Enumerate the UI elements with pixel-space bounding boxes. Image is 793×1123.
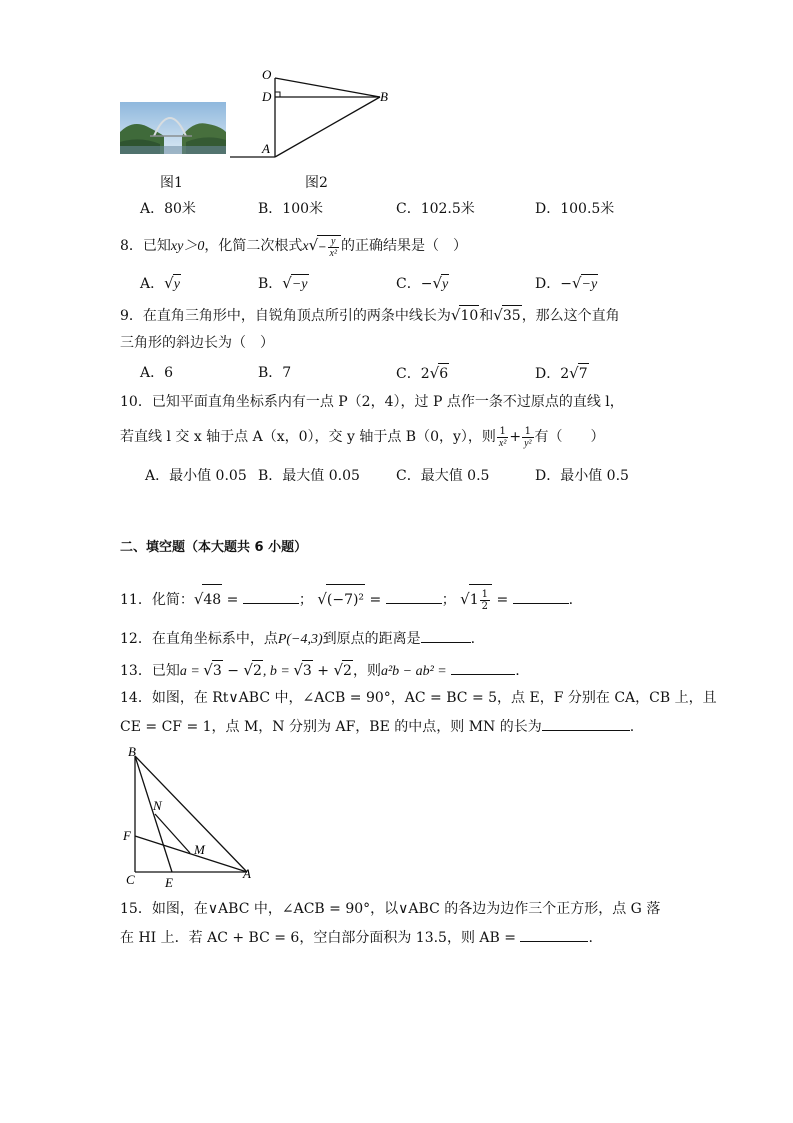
label-O: O xyxy=(262,67,272,82)
section-title: 二、填空题（本大题共 6 小题） xyxy=(120,540,308,555)
q9-option-a: A．6 xyxy=(140,365,174,381)
q7-option-d: D．100.5米 xyxy=(535,201,615,217)
q9-option-c: C．2√6 xyxy=(396,364,449,382)
q10-option-c: C．最大值 0.5 xyxy=(396,468,490,484)
q9-stem-line1: 9．在直角三角形中，自锐角顶点所引的两条中线长为√10和√35，那么这个直角 xyxy=(120,306,620,324)
q8-option-a: A．√y xyxy=(140,273,181,295)
figure1-photo xyxy=(120,102,226,154)
fig14-label-N: N xyxy=(153,798,162,813)
q13-blank[interactable] xyxy=(451,660,515,675)
q10-stem-line1: 10．已知平面直角坐标系内有一点 P（2，4），过 P 点作一条不过原点的直线 l， xyxy=(120,394,624,410)
q8-option-d: D．−√−y xyxy=(535,273,598,295)
q14-stem-line1: 14．如图，在 Rt∨ABC 中，∠ACB = 90°，AC = BC = 5，点 E，F 分别在 CA，CB 上，且 xyxy=(120,690,717,706)
label-D: D xyxy=(262,89,272,104)
q11-blank-3[interactable] xyxy=(513,589,569,604)
fig14-label-M: M xyxy=(194,842,205,857)
fig14-label-B: B xyxy=(128,744,136,759)
q11-blank-1[interactable] xyxy=(243,589,299,604)
q15-stem-line2: 在 HI 上．若 AC + BC = 6，空白部分面积为 13.5，则 AB = . xyxy=(120,927,593,948)
fig14-label-F: F xyxy=(123,828,131,843)
q15-blank[interactable] xyxy=(520,927,588,942)
q14-stem-line2: CE = CF = 1，点 M，N 分别为 AF，BE 的中点，则 MN 的长为 . xyxy=(120,716,634,737)
q15-stem-line1: 15．如图，在∨ABC 中，∠ACB = 90°，以∨ABC 的各边为边作三个正方形，点 G 落 xyxy=(120,901,661,917)
q12-stem: 12．在直角坐标系中，点P(−4,3)到原点的距离是 . xyxy=(120,628,475,650)
q8-stem: 8．已知xy＞0，化简二次根式x√− $\frac{y}{\text{x²}}$ 的正确结果是（ ） xyxy=(120,236,467,259)
q9-option-b: B．7 xyxy=(258,365,292,381)
q12-blank[interactable] xyxy=(421,628,471,643)
q7-option-b: B．100米 xyxy=(258,201,324,217)
q11-stem: 11．化简：√48 = ； √(−7)² = ； √1 $\frac{1}{2}$ = . xyxy=(120,584,573,614)
figure2-caption: 图2 xyxy=(305,175,328,191)
figure1-caption: 图1 xyxy=(160,175,183,191)
q13-stem: 13．已知a = √3 − √2, b = √3 + √2，则a²b − ab² = . xyxy=(120,661,520,679)
fig14-label-A: A xyxy=(243,866,251,881)
q10-stem-line2: 若直线 l 交 x 轴于点 A（x，0），交 y 轴于点 B（0，y），则 $\frac{1}{\text{x²}}$ + $\frac{1}{\text{y²}}$ 有（ ） xyxy=(120,425,605,449)
q10-option-d: D．最小值 0.5 xyxy=(535,468,629,484)
figure2-diagram xyxy=(228,64,398,164)
q10-option-a: A．最小值 0.05 xyxy=(145,468,247,484)
q9-option-d: D．2√7 xyxy=(535,364,588,382)
label-A: A xyxy=(262,141,270,156)
q11-blank-2[interactable] xyxy=(386,589,442,604)
q14-blank[interactable] xyxy=(542,716,630,731)
q8-option-c: C．−√y xyxy=(396,273,449,295)
q7-option-c: C．102.5米 xyxy=(396,201,475,217)
label-B: B xyxy=(380,89,388,104)
q9-stem-line2: 三角形的斜边长为（ ） xyxy=(120,335,274,351)
fig14-label-C: C xyxy=(126,872,135,887)
q8-option-b: B．√−y xyxy=(258,273,309,295)
q7-option-a: A．80米 xyxy=(140,201,196,217)
q10-option-b: B．最大值 0.05 xyxy=(258,468,360,484)
q14-figure xyxy=(118,742,258,890)
fig14-label-E: E xyxy=(165,875,173,890)
